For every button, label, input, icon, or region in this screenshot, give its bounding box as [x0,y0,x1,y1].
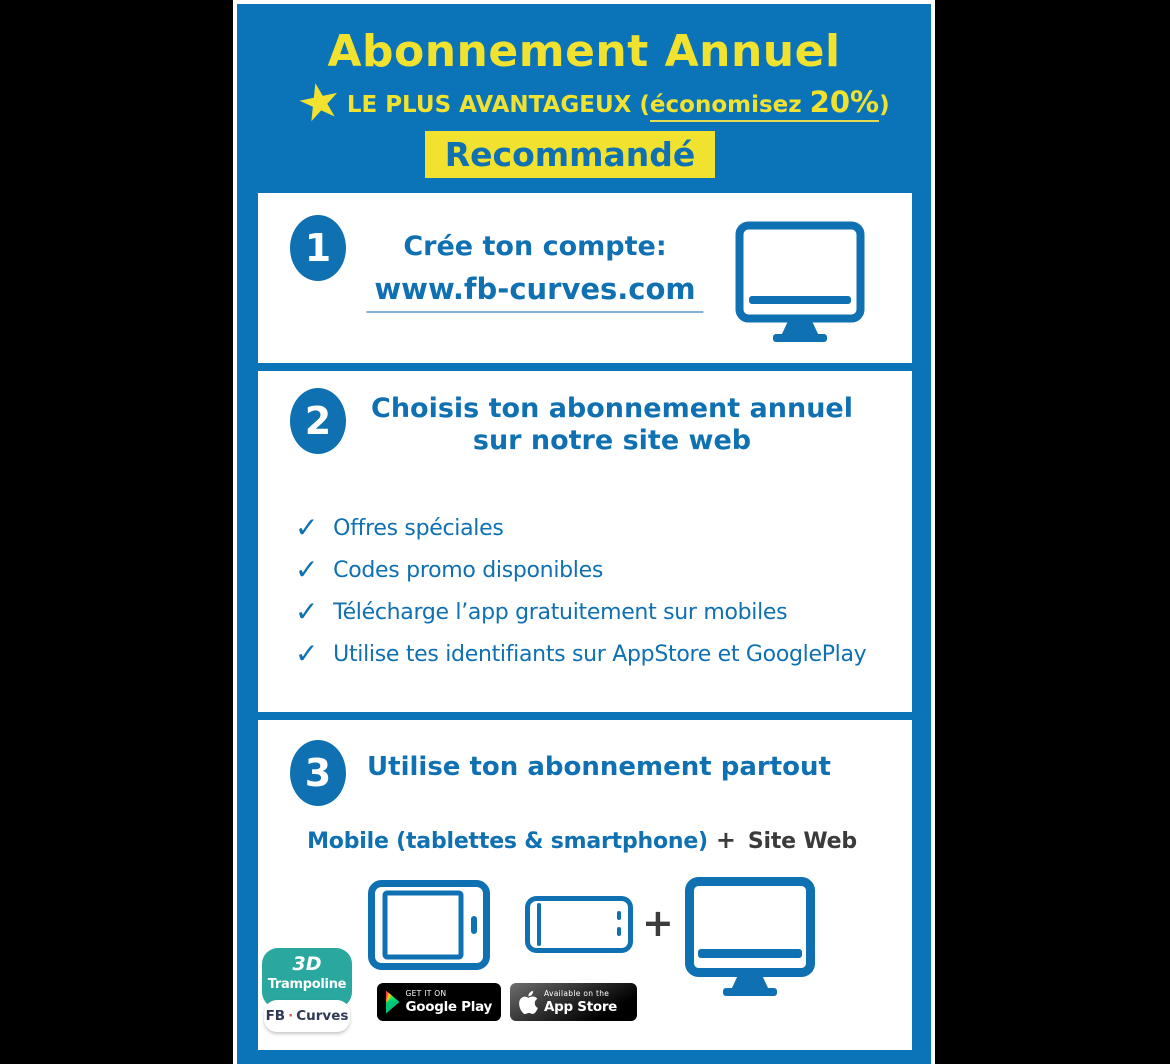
step-2-card [258,371,912,712]
benefit-label: Utilise tes identifiants sur AppStore et GooglePlay [333,641,867,667]
recommended-badge: Recommandé [425,131,715,178]
fb-curves-wordmark [264,1000,350,1032]
subtitle-savings [649,85,880,122]
step-2-heading-line1: Choisis ton abonnement annuel [371,393,853,424]
apple-icon [519,991,538,1014]
google-play-badge[interactable] [377,983,501,1021]
trampoline-app-logo [262,948,352,1036]
platforms-line [307,826,857,854]
app-store-tagline: Available on the [544,989,610,998]
app-store-text [544,990,617,1014]
wordmark-right: Curves [296,1008,349,1024]
tablet-icon [368,880,490,970]
app-store-name: App Store [544,998,618,1015]
page-title: Abonnement Annuel [327,26,841,77]
step-2-heading [371,393,853,458]
step-1-text [366,231,703,313]
create-account-label: Crée ton compte: [403,231,667,262]
savings-label: économisez [649,92,810,118]
wordmark-dot: · [288,1008,294,1024]
google-play-text [406,990,493,1014]
benefits-checklist [295,513,866,681]
list-item [295,597,866,627]
google-play-icon [386,991,400,1014]
step-3-heading: Utilise ton abonnement partout [367,752,831,782]
step-2-number: 2 [290,388,346,454]
savings-percent: 20% [809,85,880,119]
check-icon: ✓ [295,637,319,670]
subtitle [291,68,890,136]
list-item [295,513,866,543]
benefit-label: Offres spéciales [333,515,504,541]
site-web-label: Site Web [747,829,857,854]
subtitle-after: ) [879,92,890,118]
trampoline-logo-badge [262,948,352,1008]
check-icon: ✓ [295,595,319,628]
step-3-card [258,720,912,1050]
plus-sign: + [642,901,674,945]
mobile-platforms-label: Mobile (tablettes & smartphone) [307,829,708,854]
step-1-number: 1 [290,215,346,281]
subtitle-text [347,85,890,119]
list-item [295,639,866,669]
plus-sign: + [715,826,736,854]
star-icon: ★ [291,68,348,136]
google-play-tagline: GET IT ON [405,989,447,998]
benefit-label: Codes promo disponibles [333,557,604,583]
list-item [295,555,866,585]
logo-trampoline-label: Trampoline [267,977,347,992]
logo-3d-label: 3D [292,953,322,975]
check-icon: ✓ [295,511,319,544]
google-play-name: Google Play [405,998,492,1015]
website-link[interactable]: www.fb-curves.com [366,272,703,313]
step-1-card [258,193,912,363]
app-store-badge[interactable] [510,983,637,1021]
desktop-monitor-icon [685,877,815,997]
check-icon: ✓ [295,553,319,586]
subscription-poster [233,0,935,1064]
smartphone-icon [525,896,633,953]
step-3-number: 3 [290,740,346,806]
benefit-label: Télécharge l’app gratuitement sur mobiles [333,599,788,625]
wordmark-left: FB [265,1008,286,1024]
desktop-monitor-icon [735,221,865,343]
subtitle-before: LE PLUS AVANTAGEUX ( [346,92,650,118]
step-2-heading-line2: sur notre site web [472,425,752,457]
